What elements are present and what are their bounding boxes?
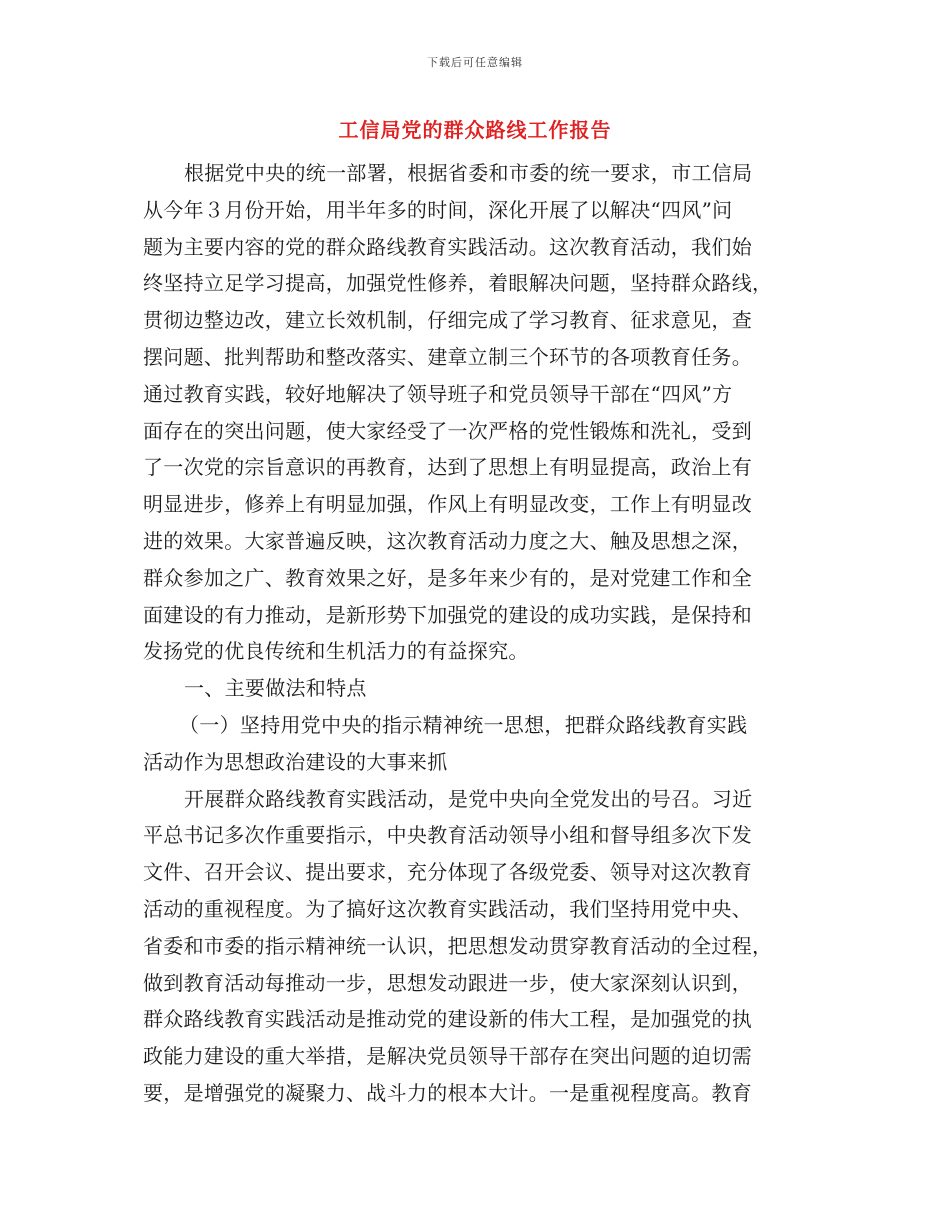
body-line: 做到教育活动每推动一步，思想发动跟进一步，使大家深刻认识到， [143, 970, 752, 995]
subsection-heading-continued: 活动作为思想政治建设的大事来抓 [143, 749, 448, 774]
body-line: 摆问题、批判帮助和整改落实、建章立制三个环节的各项教育任务。 [143, 344, 752, 369]
document-title: 工信局党的群众路线工作报告 [338, 118, 612, 142]
body-line: 要，是增强党的凝聚力、战斗力的根本大计。一是重视程度高。教育 [143, 1080, 752, 1105]
body-line: 根据党中央的统一部署，根据省委和市委的统一要求，市工信局 [184, 161, 753, 185]
body-line: 政能力建设的重大举措，是解决党员领导干部存在突出问题的迫切需 [143, 1044, 752, 1069]
body-line: 面存在的突出问题，使大家经受了一次严格的党性锻炼和洗礼，受到 [143, 418, 752, 443]
body-line: 发扬党的优良传统和生机活力的有益探究。 [143, 639, 529, 664]
body-line: 了一次党的宗旨意识的再教育，达到了思想上有明显提高，政治上有 [143, 455, 752, 480]
subsection-heading: （一）坚持用党中央的指示精神统一思想，把群众路线教育实践 [179, 712, 748, 737]
section-heading: 一、主要做法和特点 [184, 676, 367, 701]
body-line: 进的效果。大家普遍反映，这次教育活动力度之大、触及思想之深， [143, 528, 752, 553]
body-line: 开展群众路线教育实践活动，是党中央向全党发出的号召。习近 [184, 786, 753, 811]
body-line: 面建设的有力推动，是新形势下加强党的建设的成功实践，是保持和 [143, 602, 752, 627]
body-line: 通过教育实践，较好地解决了领导班子和党员领导干部在“四风”方 [143, 381, 733, 406]
header-note: 下载后可任意编辑 [427, 56, 523, 69]
body-line: 文件、召开会议、提出要求，充分体现了各级党委、领导对这次教育 [143, 860, 752, 885]
body-line: 平总书记多次作重要指示，中央教育活动领导小组和督导组多次下发 [143, 823, 752, 848]
body-line: 题为主要内容的党的群众路线教育实践活动。这次教育活动，我们始 [143, 234, 752, 259]
body-line: 省委和市委的指示精神统一认识，把思想发动贯穿教育活动的全过程， [143, 933, 773, 958]
body-line: 贯彻边整边改，建立长效机制，仔细完成了学习教育、征求意见，查 [143, 308, 752, 333]
body-line: 群众路线教育实践活动是推动党的建设新的伟大工程，是加强党的执 [143, 1007, 752, 1032]
body-line: 终坚持立足学习提高，加强党性修养，着眼解决问题，坚持群众路线， [143, 271, 773, 296]
document-body [143, 155, 803, 1112]
body-line: 活动的重视程度。为了搞好这次教育实践活动，我们坚持用党中央、 [143, 896, 752, 921]
body-line: 明显进步，修养上有明显加强，作风上有明显改变，工作上有明显改 [143, 492, 752, 517]
body-line: 群众参加之广、教育效果之好，是多年来少有的，是对党建工作和全 [143, 565, 752, 590]
body-line: 从今年３月份开始，用半年多的时间，深化开展了以解决“四风”问 [143, 197, 733, 222]
